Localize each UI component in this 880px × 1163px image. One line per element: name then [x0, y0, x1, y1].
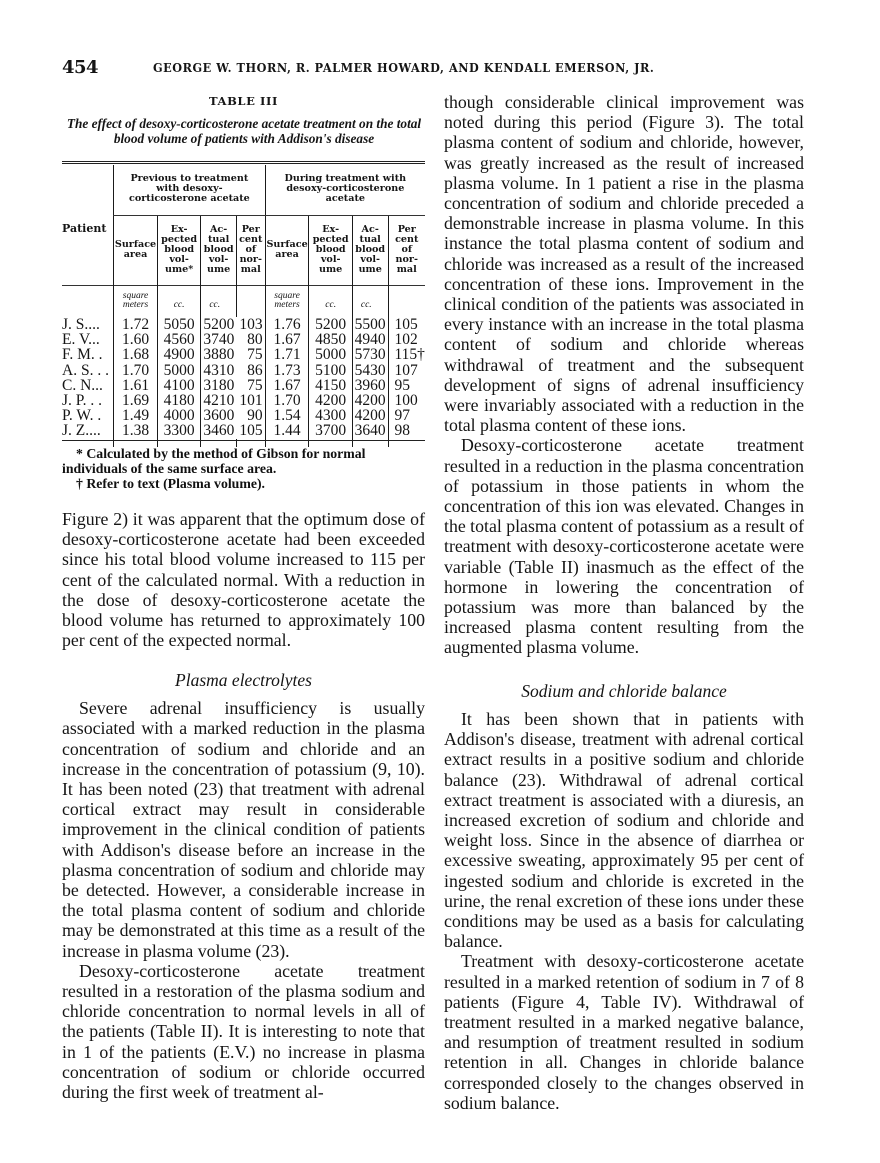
unit-surface-area-prev: square meters — [122, 290, 149, 310]
table-label: TABLE III — [209, 94, 278, 108]
col-header-actual-volume-during: Ac- tual blood vol- ume — [352, 215, 388, 285]
col-header-percent-normal-during: Per cent of nor- mal — [388, 215, 425, 285]
patient-initials: P. W. . — [62, 407, 102, 425]
percent-normal-during: 95 — [388, 378, 425, 393]
surface-area-during: 1.71 — [265, 347, 309, 362]
actual-volume-prev: 3600 — [201, 408, 237, 423]
percent-normal-during: 115† — [388, 347, 425, 362]
paragraph-plasma-electrolytes-1: Severe adrenal insufficiency is usually associated with a marked reduction in the plasma concentration of sodium and chloride and an increase in the concentration of potassium (9, 10). It has been noted (23) that treatment with adrenal cortical extract may result in considerable improvement in the clinical condition of patients with Addison's disease before an increase in the plasma concentration of sodium and chloride may be detected. However, a considerable increase in the total plasma content of sodium and chloride may be demonstrated at this time as a result of the increase in plasma volume (23). — [62, 698, 425, 961]
percent-normal-during: 98 — [388, 423, 425, 438]
expected-volume-prev: 4000 — [157, 408, 200, 423]
surface-area-prev: 1.70 — [114, 363, 158, 378]
expected-volume-prev: 5000 — [157, 363, 200, 378]
table-row — [62, 332, 425, 347]
percent-normal-during: 105 — [388, 317, 425, 332]
surface-area-during: 1.73 — [265, 363, 309, 378]
actual-volume-prev: 3460 — [201, 423, 237, 438]
percent-normal-prev: 86 — [247, 361, 263, 379]
expected-volume-during: 4200 — [309, 393, 352, 408]
actual-volume-during: 4200 — [352, 408, 388, 423]
percent-normal-during: 100 — [388, 393, 425, 408]
percent-normal-prev: 75 — [247, 346, 263, 364]
percent-normal-prev: 105 — [239, 422, 263, 440]
footnote-plasma-volume: † Refer to text (Plasma volume). — [76, 476, 266, 492]
table-caption: The effect of desoxy-corticosterone acetate treatment on the total blood volume of patients with Addison's disease — [66, 116, 422, 146]
group-header-during: During treatment with desoxy-corticosterone acetate — [265, 165, 425, 215]
col-header-percent-normal-prev: Per cent of nor- mal — [236, 215, 265, 285]
section-heading-sodium-chloride-balance: Sodium and chloride balance — [521, 680, 727, 701]
unit-expected-volume-during: cc. — [325, 299, 337, 310]
col-header-expected-volume-prev: Ex- pected blood vol- ume* — [157, 215, 200, 285]
actual-volume-prev: 4310 — [201, 363, 237, 378]
col-header-actual-volume-prev: Ac- tual blood vol- ume — [201, 215, 237, 285]
patient-initials: F. M. . — [62, 346, 103, 364]
patient-initials: J. S.... — [62, 316, 100, 333]
surface-area-prev: 1.72 — [114, 317, 158, 332]
col-header-expected-volume-during: Ex- pected blood vol- ume — [309, 215, 352, 285]
surface-area-during: 1.70 — [265, 393, 309, 408]
table-footnotes — [62, 446, 425, 492]
actual-volume-during: 4200 — [352, 393, 388, 408]
surface-area-prev: 1.69 — [114, 393, 158, 408]
surface-area-during: 1.76 — [265, 317, 309, 332]
paragraph-sodium-balance-1: It has been shown that in patients with Addison's disease, treatment with adrenal cortical extract results in a positive sodium and chloride balance (23). Withdrawal of adrenal cortical extract treatment is associated with a diuresis, an increased excretion of sodium and chloride and weight loss. Since in the absence of diarrhea or excessive sweating, approximately 95 per cent of ingested sodium and chloride is excreted in the urine, the renal excretion of these ions under these conditions may be used as a basis for calculating balance. — [444, 708, 804, 952]
patient-header: Patient — [62, 221, 107, 235]
expected-volume-during: 5100 — [309, 363, 352, 378]
surface-area-prev: 1.61 — [114, 378, 158, 393]
table-top-rule — [62, 161, 425, 164]
actual-volume-prev: 3880 — [201, 347, 237, 362]
expected-volume-during: 3700 — [309, 423, 352, 438]
paragraph-continued-left: Figure 2) it was apparent that the optimum dose of desoxy-corticosterone acetate had been exceeded since his total blood volume increased to 115 per cent of the calculated normal. With a reduction in the dose of desoxy-corticosterone acetate the blood volume has returned to approximately 100 per cent of the expected normal. — [62, 509, 425, 651]
section-heading-plasma-electrolytes: Plasma electrolytes — [175, 670, 312, 690]
unit-expected-volume-prev: cc. — [173, 299, 185, 310]
unit-surface-area-during: square meters — [274, 290, 300, 310]
left-column-section — [62, 670, 425, 1102]
expected-volume-during: 4300 — [309, 408, 352, 423]
expected-volume-prev: 4900 — [157, 347, 200, 362]
footnote-gibson: * Calculated by the method of Gibson for normal individuals of the same surface area. — [62, 446, 366, 477]
actual-volume-during: 5730 — [352, 347, 388, 362]
surface-area-during: 1.67 — [265, 332, 309, 347]
paragraph-continued-right: though considerable clinical improvement was noted during this period (Figure 3). The total plasma content of sodium and chloride, however, was greatly increased as the result of increased plasma volume. In 1 patient a rise in the plasma concentration of sodium and chloride preceded a demonstrable increase in plasma volume. In this instance the total plasma content of sodium and chloride was increased as a result of the increased concentration of these ions. Improvement in the clinical condition of the patients was associated in every instance with an increase in the total plasma content of sodium and chloride whereas withdrawal of treatment and the subsequent development of signs of adrenal insufficiency were invariably associated with a reduction in the total plasma content of these ions. — [444, 92, 804, 436]
actual-volume-during: 3960 — [352, 378, 388, 393]
percent-normal-prev: 90 — [247, 407, 263, 425]
right-column — [444, 92, 804, 1113]
patient-initials: A. S. . . — [62, 361, 109, 379]
table-bottom-rule — [62, 440, 425, 441]
unit-actual-volume-prev: cc. — [209, 299, 221, 310]
group-header-previous: Previous to treatment with desoxy-corticosterone acetate — [114, 165, 266, 215]
surface-area-during: 1.67 — [265, 378, 309, 393]
percent-normal-prev: 101 — [239, 392, 263, 410]
paragraph-potassium: Desoxy-corticosterone acetate treatment resulted in a reduction in the plasma concentration of potassium in those patients in whom the concentration of this ion was elevated. Changes in the total plasma content of potassium as a result of treatment with desoxy-corticosterone acetate were variable (Table II) inasmuch as the effect of the hormone in lowering the concentration of potassium was more than balanced by the increased plasma content resulting from the augmented plasma volume. — [444, 435, 804, 658]
surface-area-prev: 1.38 — [114, 423, 158, 438]
patient-initials: J. Z.... — [62, 422, 101, 440]
table-iii — [62, 94, 425, 440]
table-row — [62, 363, 425, 378]
table-row — [62, 378, 425, 393]
paragraph-plasma-electrolytes-2: Desoxy-corticosterone acetate treatment resulted in a restoration of the plasma sodium and chloride concentration to normal levels in all of the patients (Table II). It is interesting to note that in 1 of the patients (E.V.) no increase in plasma concentration of sodium or chloride occurred during the first week of treatment al- — [62, 960, 425, 1103]
patient-initials: E. V... — [62, 331, 100, 349]
expected-volume-prev: 4180 — [157, 393, 200, 408]
paragraph-sodium-balance-2: Treatment with desoxy-corticosterone acetate resulted in a marked retention of sodium in 7 of 8 patients (Figure 4, Table IV). Withdrawal of treatment resulted in a marked negative balance, and resumption of treatment resulted in sodium retention in all. Changes in chloride balance corresponded closely to the changes observed in sodium balance. — [444, 951, 804, 1113]
expected-volume-during: 4150 — [309, 378, 352, 393]
expected-volume-prev: 4560 — [157, 332, 200, 347]
running-head-authors: GEORGE W. THORN, R. PALMER HOWARD, AND KENDALL EMERSON, JR. — [153, 60, 655, 75]
percent-normal-during: 102 — [388, 332, 425, 347]
table-row — [62, 317, 425, 332]
page-number: 454 — [62, 57, 99, 78]
percent-normal-during: 97 — [388, 408, 425, 423]
actual-volume-prev: 3740 — [201, 332, 237, 347]
expected-volume-prev: 4100 — [157, 378, 200, 393]
percent-normal-prev: 75 — [247, 376, 263, 394]
percent-normal-prev: 103 — [239, 316, 263, 333]
actual-volume-during: 4940 — [352, 332, 388, 347]
actual-volume-during: 5430 — [352, 363, 388, 378]
expected-volume-during: 4850 — [309, 332, 352, 347]
table-row — [62, 393, 425, 408]
surface-area-prev: 1.60 — [114, 332, 158, 347]
actual-volume-prev: 3180 — [201, 378, 237, 393]
blood-volume-table — [62, 165, 425, 447]
col-header-surface-area-prev: Surface area — [114, 215, 158, 285]
actual-volume-prev: 5200 — [201, 317, 237, 332]
percent-normal-during: 107 — [388, 363, 425, 378]
units-row — [62, 285, 425, 317]
actual-volume-during: 3640 — [352, 423, 388, 438]
surface-area-prev: 1.68 — [114, 347, 158, 362]
table-row — [62, 423, 425, 438]
patient-initials: J. P. . . — [62, 392, 103, 410]
surface-area-prev: 1.49 — [114, 408, 158, 423]
actual-volume-during: 5500 — [352, 317, 388, 332]
table-row — [62, 408, 425, 423]
surface-area-during: 1.54 — [265, 408, 309, 423]
expected-volume-during: 5200 — [309, 317, 352, 332]
actual-volume-prev: 4210 — [201, 393, 237, 408]
expected-volume-prev: 3300 — [157, 423, 200, 438]
unit-actual-volume-during: cc. — [360, 299, 372, 310]
patient-initials: C. N... — [62, 376, 103, 394]
col-header-surface-area-during: Surface area — [265, 215, 309, 285]
left-column — [62, 509, 425, 650]
running-head — [62, 57, 842, 81]
expected-volume-prev: 5050 — [157, 317, 200, 332]
expected-volume-during: 5000 — [309, 347, 352, 362]
surface-area-during: 1.44 — [265, 423, 309, 438]
percent-normal-prev: 80 — [247, 331, 263, 349]
table-row — [62, 347, 425, 362]
